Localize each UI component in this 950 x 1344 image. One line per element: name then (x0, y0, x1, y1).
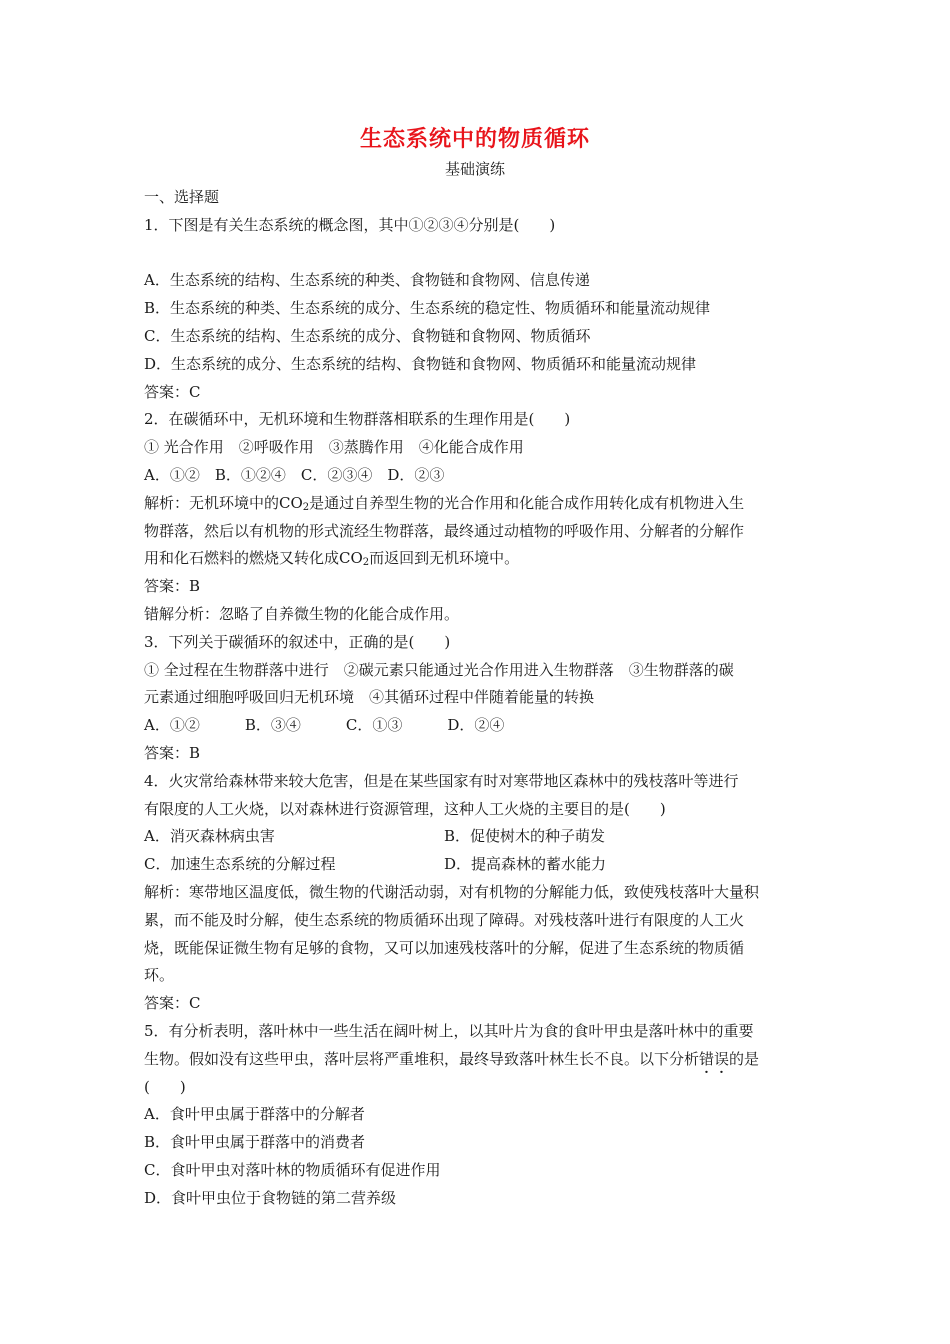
question-4-option-d: D．提高森林的蓄水能力 (444, 855, 607, 874)
question-3-options: A．①② B．③④ C．①③ D．②④ (144, 716, 505, 735)
emphasized-char: 误 (714, 1049, 730, 1068)
question-2-items: ① 光合作用 ②呼吸作用 ③蒸腾作用 ④化能合成作用 (144, 438, 524, 457)
question-2-analysis-line-2: 物群落，然后以有机物的形式流经生物群落，最终通过动植物的呼吸作用、分解者的分解作 (144, 521, 745, 540)
analysis-text: 而返回到无机环境中。 (369, 549, 520, 568)
page-title: 生态系统中的物质循环 (359, 126, 590, 152)
stem-text: 生物。假如没有这些甲虫，落叶层将严重堆积，最终导致落叶林生长不良。以下分析 (144, 1049, 700, 1068)
question-3-items-line-1: ① 全过程在生物群落中进行 ②碳元素只能通过光合作用进入生物群落 ③生物群落的碳 (144, 660, 734, 679)
question-3-answer: 答案：B (144, 743, 201, 762)
question-5-stem-line-2 (144, 1046, 812, 1074)
question-1-option-a: A．生态系统的结构、生态系统的种类、食物链和食物网、信息传递 (144, 271, 590, 290)
question-4-stem-line-1: 4．火灾常给森林带来较大危害，但是在某些国家有时对寒带地区森林中的残枝落叶等进行 (144, 771, 739, 790)
question-4-stem-line-2: 有限度的人工火烧，以对森林进行资源管理，这种人工火烧的主要目的是( ) (144, 799, 666, 818)
question-5-stem-line-1: 5．有分析表明，落叶林中一些生活在阔叶树上，以其叶片为食的食叶甲虫是落叶林中的重要 (144, 1021, 754, 1040)
question-3-items-line-2: 元素通过细胞呼吸回归无机环境 ④其循环过程中伴随着能量的转换 (144, 688, 595, 707)
question-5-option-d: D．食叶甲虫位于食物链的第二营养级 (144, 1188, 397, 1207)
question-2-stem: 2．在碳循环中，无机环境和生物群落相联系的生理作用是( ) (144, 410, 571, 429)
page-subtitle: 基础演练 (444, 160, 505, 178)
question-1-stem: 1．下图是有关生态系统的概念图，其中①②③④分别是( ) (144, 215, 556, 234)
document-body (144, 184, 812, 1212)
question-4-analysis-line-3: 烧，既能保证微生物有足够的食物，又可以加速残枝落叶的分解，促进了生态系统的物质循 (144, 938, 745, 957)
question-4-analysis-line-2: 累，而不能及时分解，使生态系统的物质循环出现了障碍。对残枝落叶进行有限度的人工火 (144, 910, 745, 929)
question-2-answer: 答案：B (144, 577, 201, 596)
question-4-analysis-line-1: 解析：寒带地区温度低，微生物的代谢活动弱，对有机物的分解能力低，致使残枝落叶大量积 (144, 882, 760, 901)
analysis-text: 用和化石燃料的燃烧又转化成CO (144, 549, 363, 568)
emphasized-char: 错 (699, 1049, 715, 1068)
question-2-analysis-line-1 (144, 490, 812, 518)
question-5-option-c: C．食叶甲虫对落叶林的物质循环有促进作用 (144, 1160, 441, 1179)
question-2-error-analysis: 错解分析：忽略了自养微生物的化能合成作用。 (144, 604, 460, 623)
question-1-option-d: D．生态系统的成分、生态系统的结构、食物链和食物网、物质循环和能量流动规律 (144, 354, 697, 373)
question-3-stem: 3．下列关于碳循环的叙述中，正确的是( ) (144, 632, 451, 651)
question-1-option-b: B．生态系统的种类、生态系统的成分、生态系统的稳定性、物质循环和能量流动规律 (144, 299, 711, 318)
question-5-option-a: A．食叶甲虫属于群落中的分解者 (144, 1105, 365, 1124)
analysis-text: 是通过自养型生物的光合作用和化能合成作用转化成有机物进入生 (309, 493, 745, 512)
analysis-text: 解析：无机环境中的CO (144, 493, 303, 512)
subscript: 2 (362, 557, 370, 569)
subscript: 2 (302, 501, 310, 513)
question-5-option-b: B．食叶甲虫属于群落中的消费者 (144, 1133, 366, 1152)
question-2-options: A．①② B．①②④ C．②③④ D．②③ (144, 465, 445, 484)
stem-text: 的是 (729, 1049, 760, 1068)
question-4-options-row-1 (144, 823, 812, 851)
section-heading: 一、选择题 (144, 188, 220, 206)
question-4-option-b: B．促使树木的种子萌发 (444, 827, 606, 846)
figure-placeholder (144, 240, 812, 268)
question-2-analysis-line-3 (144, 545, 812, 573)
question-4-analysis-line-4: 环。 (144, 966, 175, 985)
question-5-stem-line-3: ( ) (144, 1077, 186, 1096)
question-4-option-c: C．加速生态系统的分解过程 (144, 855, 336, 874)
question-4-option-a: A．消灭森林病虫害 (144, 827, 275, 846)
question-4-answer: 答案：C (144, 994, 201, 1013)
question-4-options-row-2 (144, 851, 812, 879)
question-1-answer: 答案：C (144, 382, 201, 401)
question-1-option-c: C．生态系统的结构、生态系统的成分、食物链和食物网、物质循环 (144, 326, 591, 345)
